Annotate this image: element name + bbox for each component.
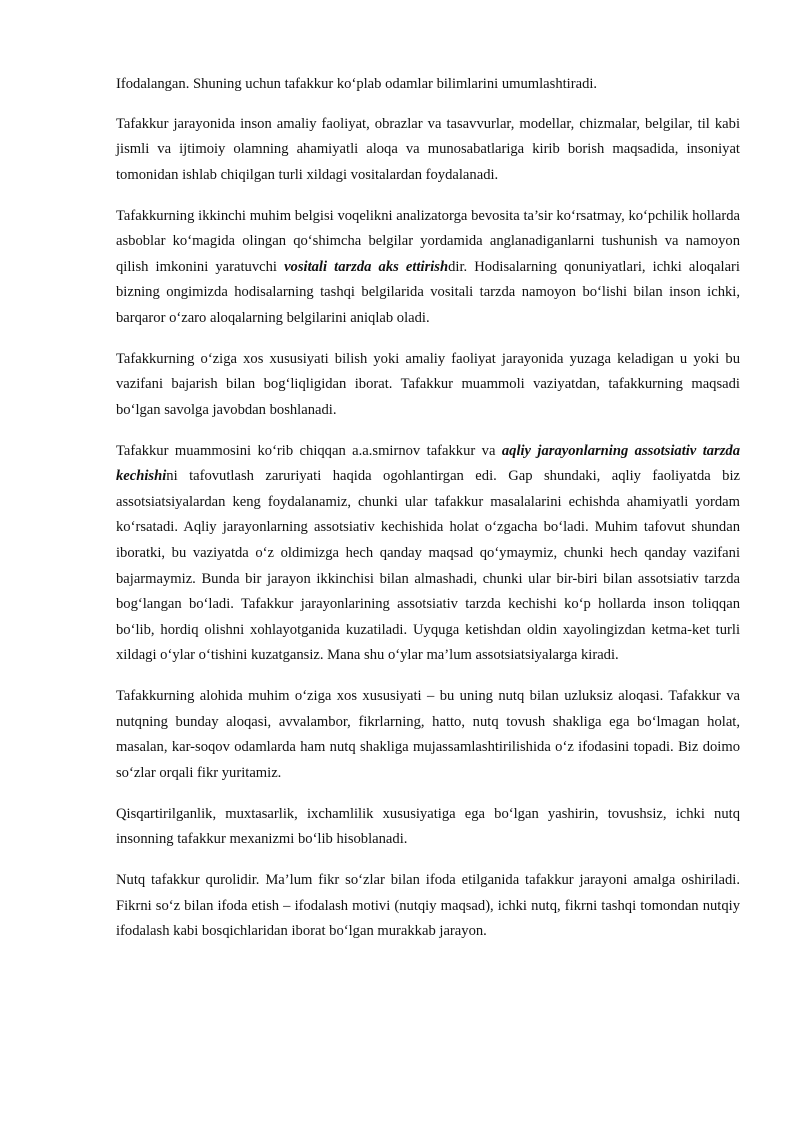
paragraph-text: Tafakkurning ikkinchi muhim belgisi voqelikni analizatorga bevosita ta’sir ko‘rsatmay, ko‘pchilik hollarda asboblar ko‘magida olingan qo‘shimcha belgilar yordamida anglanadiganlarni tushunish va namoyon qilish imkonini yaratuvchi [116,207,740,275]
paragraph-text: dir. Hodisalarning qonuniyatlari, ichki aloqalari bizning ongimizda hodisalarning tashqi belgilarida vositali tarzda namoyon bo‘lishi bilan inson ichki, barqaror o‘zaro aloqalarning belgilarini aniqlab oladi. [116,258,740,326]
paragraph-text: ni tafovutlash zaruriyati haqida ogohlantirgan edi. Gap shundaki, aqliy faoliyatda biz assotsiatsiyalardan keng foydalanamiz, chunki ular tafakkur masalalarini echishda ahamiyatli yordam ko‘rsatadi. Aqliy jarayonlarning assotsiativ kechishida holat o‘zgacha bo‘ladi. Muhim tafovut shundan iboratki, bu vaziyatda o‘z oldimizga hech qanday maqsad qo‘ymaymiz, chunki hech qanday vazifani bajarmaymiz. Bunda bir jarayon ikkinchisi bilan almashadi, chunki ular bir-biri bilan assotsiativ tarzda bog‘langan bo‘ladi. Tafakkur jarayonlarining assotsiativ tarzda kechishi ko‘p hollarda inson toliqqan bo‘lib, hordiq olishni xohlayotganida kuzatiladi. Uyquga ketishdan oldin xayolingizdan ketma-ket turli xildagi o‘ylar o‘tishini kuzatgansiz. Mana shu o‘ylar ma’lum assotsiatsiyalarga kiradi. [116,468,740,664]
paragraph: Ifodalangan. Shuning uchun tafakkur ko‘plab odamlar bilimlarini umumlashtiradi. [116,76,598,92]
paragraph: Tafakkur jarayonida inson amaliy faoliyat, obrazlar va tasavvurlar, modellar, chizmalar, belgilar, til kabi jismli va ijtimoiy olamning ahamiyatli aloqa va munosabatlariga kirib borish maqsadida, insoniyat tomonidan ishlab chiqilgan turli xildagi vositalardan foydalanadi. [116,115,740,183]
emphasized-term: aqliy jarayonlarning assotsiativ tarzda kechishi [116,442,740,485]
paragraph: Qisqartirilganlik, muxtasarlik, ixchamlilik xususiyatiga ega bo‘lgan yashirin, tovushsiz, ichki nutq insonning tafakkur mexanizmi bo‘lib hisoblanadi. [116,805,740,848]
paragraph: Nutq tafakkur qurolidir. Ma’lum fikr so‘zlar bilan ifoda etilganida tafakkur jarayoni amalga oshiriladi. Fikrni so‘z bilan ifoda etish – ifodalash motivi (nutqiy maqsad), ichki nutq, fikrni tashqi tomondan nutqiy ifodalash kabi bosqichlaridan iborat bo‘lgan murakkab jarayon. [116,872,740,940]
document-page [116,72,740,960]
paragraph: Tafakkurning alohida muhim o‘ziga xos xususiyati – bu uning nutq bilan uzluksiz aloqasi. Tafakkur va nutqning bunday aloqasi, avvalambor, fikrlarning, hatto, nutq tovush shakliga ega bo‘lmagan holat, masalan, kar-soqov odamlarda ham nutq shakliga mujassamlashtirilishida o‘z ifodasini topadi. Biz doimo so‘zlar orqali fikr yuritamiz. [116,688,740,781]
paragraph [116,204,740,332]
paragraph: Tafakkurning o‘ziga xos xususiyati bilish yoki amaliy faoliyat jarayonida yuzaga keladigan u yoki bu vazifani bajarish bilan bog‘liqligidan iborat. Tafakkur muammoli vaziyatdan, tafakkurning maqsadi bo‘lgan savolga javobdan boshlanadi. [116,350,740,418]
emphasized-term: vositali tarzda aks ettirish [284,258,449,275]
paragraph-text: Tafakkur muammosini ko‘rib chiqqan a.a.smirnov tafakkur va [116,442,502,459]
paragraph [116,439,740,669]
